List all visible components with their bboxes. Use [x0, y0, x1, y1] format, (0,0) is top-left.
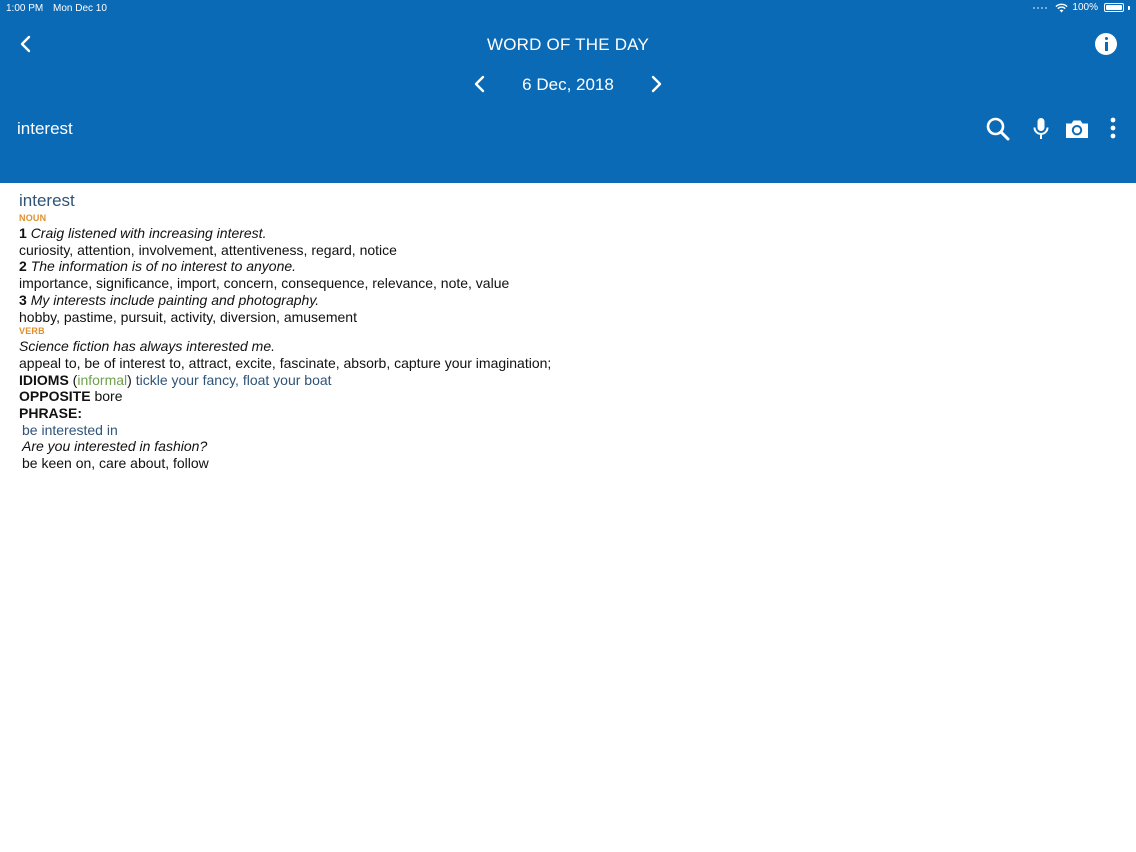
camera-icon[interactable] — [1063, 115, 1091, 143]
status-time: 1:00 PM — [6, 3, 44, 14]
sense-number: 1 — [19, 225, 27, 241]
sense-example: Craig listened with increasing interest. — [30, 225, 267, 241]
verb-example: Science fiction has always interested me. — [19, 338, 276, 355]
battery-percent: 100% — [1072, 2, 1098, 13]
pos-verb: VERB — [19, 326, 45, 337]
more-vertical-icon[interactable] — [1099, 115, 1127, 143]
opposite-row — [19, 388, 1119, 405]
sense-synonyms: hobby, pastime, pursuit, activity, diversion, amusement — [19, 308, 357, 325]
sense-synonyms: curiosity, attention, involvement, attentiveness, regard, notice — [19, 241, 397, 258]
opposite-label: OPPOSITE — [19, 388, 91, 405]
status-date: Mon Dec 10 — [53, 3, 107, 14]
status-indicators — [1033, 2, 1130, 13]
wifi-icon — [1055, 3, 1068, 13]
idioms-label: IDIOMS — [19, 371, 69, 388]
back-icon[interactable] — [14, 32, 38, 56]
search-word[interactable]: interest — [17, 119, 73, 138]
verb-synonyms: appeal to, be of interest to, attract, excite, fascinate, absorb, capture your imagination; — [19, 354, 552, 371]
phrase-block — [19, 422, 1119, 472]
phrase-term[interactable]: be interested in — [22, 421, 118, 438]
chevron-left-icon[interactable] — [468, 72, 492, 96]
chevron-right-icon[interactable] — [644, 72, 668, 96]
sense-2 — [19, 258, 1119, 275]
phrase-synonyms: be keen on, care about, follow — [22, 455, 209, 472]
page-title: WORD OF THE DAY — [487, 35, 649, 54]
phrase-label: PHRASE: — [19, 405, 83, 422]
sense-synonyms: importance, significance, import, concern, consequence, relevance, note, value — [19, 275, 510, 292]
phrase-example: Are you interested in fashion? — [22, 438, 208, 455]
search-icon[interactable] — [984, 115, 1012, 143]
headword: interest — [19, 191, 75, 210]
battery-level — [1106, 5, 1122, 10]
sense-3 — [19, 292, 1119, 309]
sense-number: 3 — [19, 291, 27, 308]
sense-example: My interests include painting and photography. — [30, 291, 320, 308]
opposite-word: bore — [94, 388, 123, 405]
idiom-link[interactable]: tickle your fancy — [135, 371, 236, 388]
info-icon[interactable] — [1095, 33, 1117, 55]
idioms-row: IDIOMS (informal) tickle your fancy, float your boat — [19, 371, 332, 388]
microphone-icon[interactable] — [1027, 115, 1055, 143]
sense-1 — [19, 225, 1119, 242]
date-label: 6 Dec, 2018 — [522, 75, 614, 94]
sense-example: The information is of no interest to anyone. — [30, 258, 297, 275]
entry-content — [19, 191, 1119, 472]
idiom-link[interactable]: float your boat — [242, 371, 332, 388]
sense-number: 2 — [19, 258, 27, 275]
battery-nub — [1128, 6, 1130, 10]
cellular-signal-icon — [1033, 7, 1047, 9]
app-header — [0, 0, 1136, 183]
register-label: informal — [77, 371, 128, 388]
status-bar — [0, 0, 1136, 18]
battery-icon — [1104, 3, 1124, 12]
pos-noun: NOUN — [19, 213, 47, 223]
